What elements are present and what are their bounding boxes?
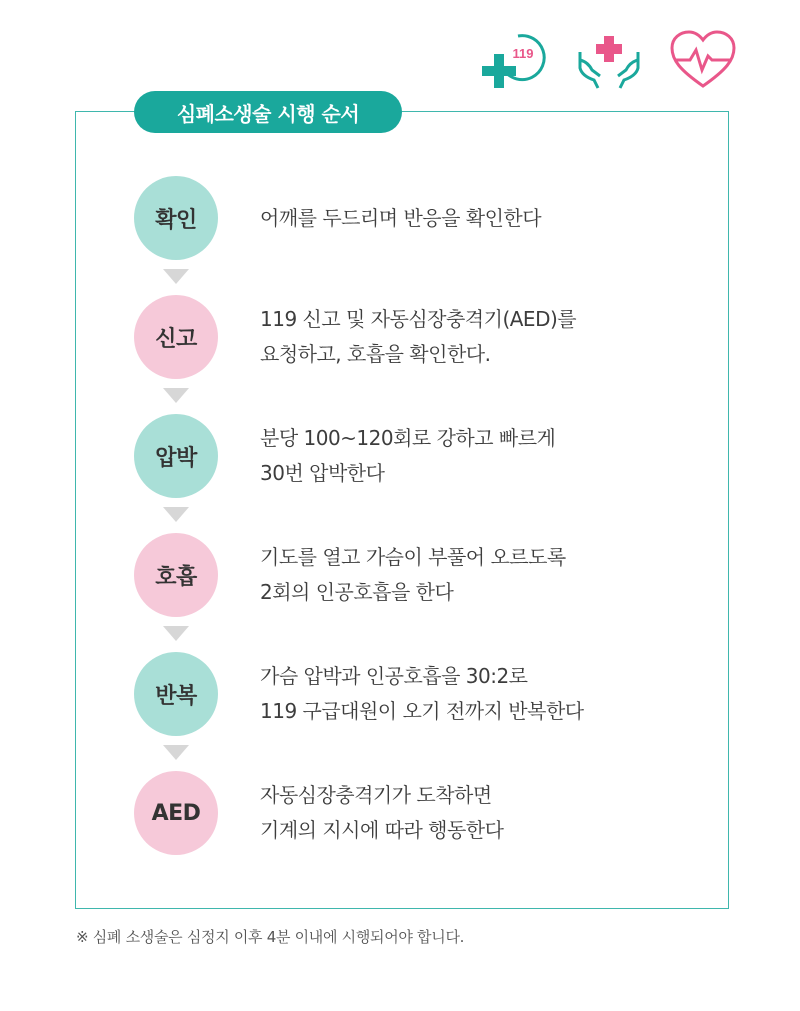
- step-description-line: 기도를 열고 가슴이 부풀어 오르도록: [260, 545, 566, 569]
- step-description: [260, 176, 541, 260]
- footnote: ※ 심폐 소생술은 심정지 이후 4분 이내에 시행되어야 합니다.: [76, 928, 465, 946]
- step-description-line: 요청하고, 호흡을 확인한다.: [260, 342, 491, 366]
- step-description-line: 2회의 인공호흡을 한다: [260, 580, 454, 604]
- step-description-line: 기계의 지시에 따라 행동한다: [260, 818, 504, 842]
- step-label-circle: 확인: [134, 176, 218, 260]
- header-icons: [478, 30, 740, 92]
- step-description-line: 자동심장충격기가 도착하면: [260, 783, 492, 807]
- step-item: [134, 295, 694, 379]
- step-description-line: 30번 압박한다: [260, 461, 385, 485]
- step-item: [134, 771, 694, 855]
- step-label-circle: 압박: [134, 414, 218, 498]
- step-description: [260, 652, 584, 736]
- heart-pulse-icon: [670, 30, 736, 92]
- step-description: [260, 771, 503, 855]
- hands-cross-icon: [574, 30, 644, 92]
- step-description: [260, 414, 555, 498]
- step-item: [134, 652, 694, 736]
- down-arrow-icon: [163, 507, 189, 522]
- panel-title: 심폐소생술 시행 순서: [134, 91, 402, 133]
- badge-119-text: 119: [512, 46, 534, 61]
- step-item: [134, 533, 694, 617]
- step-description-line: 가슴 압박과 인공호흡을 30:2로: [260, 664, 528, 688]
- down-arrow-icon: [163, 745, 189, 760]
- step-description-line: 119 신고 및 자동심장충격기(AED)를: [260, 307, 577, 331]
- down-arrow-icon: [163, 388, 189, 403]
- down-arrow-icon: [163, 269, 189, 284]
- step-description: [260, 295, 576, 379]
- step-description: [260, 533, 566, 617]
- step-label-circle: 신고: [134, 295, 218, 379]
- step-item: [134, 414, 694, 498]
- step-description-line: 어깨를 두드리며 반응을 확인한다: [260, 205, 542, 230]
- plus-119-icon: [478, 30, 548, 92]
- step-label-circle: 호흡: [134, 533, 218, 617]
- step-description-line: 119 구급대원이 오기 전까지 반복한다: [260, 699, 584, 723]
- down-arrow-icon: [163, 626, 189, 641]
- step-label-circle: 반복: [134, 652, 218, 736]
- step-description-line: 분당 100~120회로 강하고 빠르게: [260, 426, 556, 450]
- step-label-circle: AED: [134, 771, 218, 855]
- step-item: [134, 176, 694, 260]
